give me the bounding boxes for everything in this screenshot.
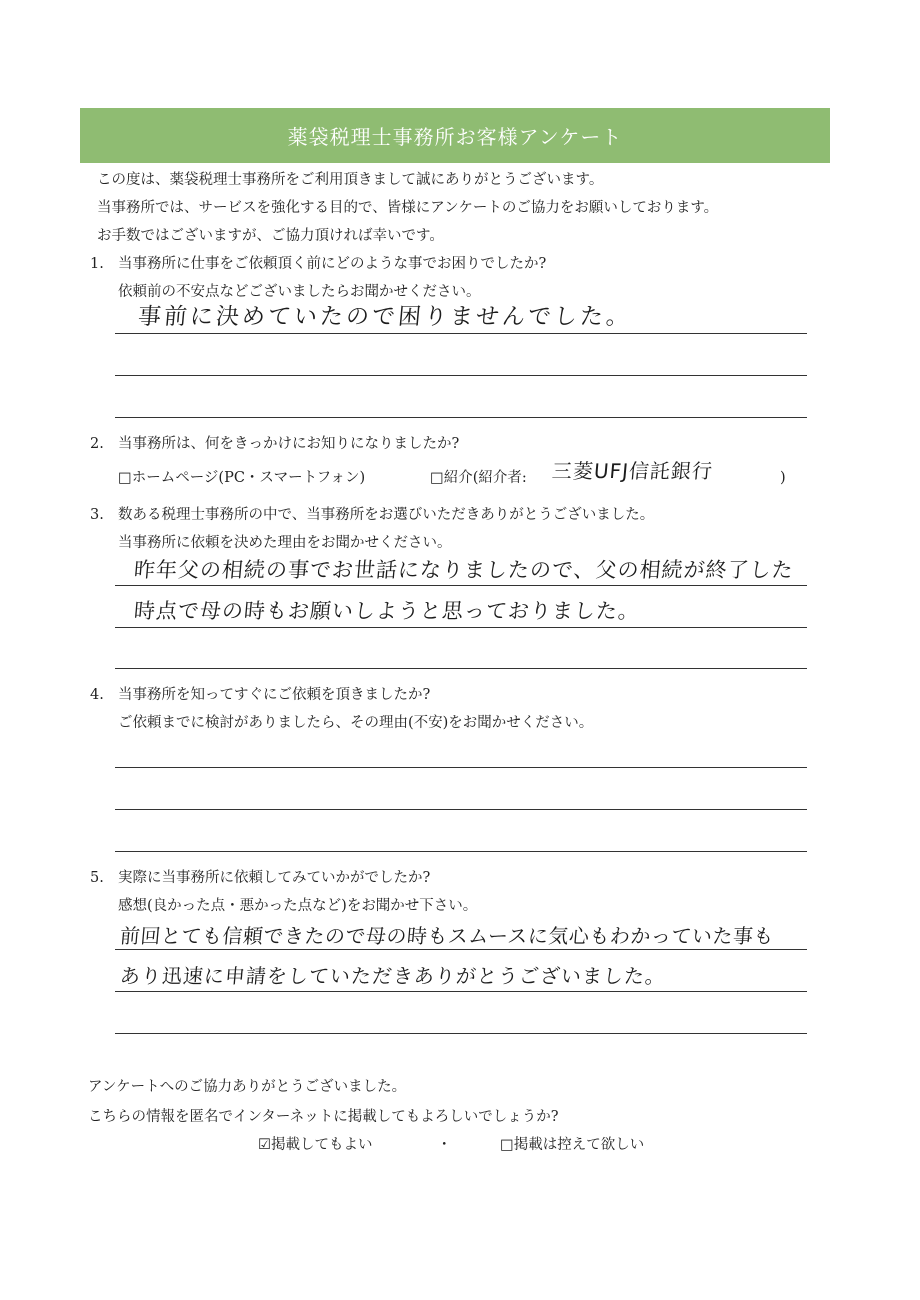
survey-title-banner [80,108,830,163]
q2-question: 当事務所は、何をきっかけにお知りになりましたか? [118,436,460,452]
intro-line-2: 当事務所では、サービスを強化する目的で、皆様にアンケートのご協力をお願いしております。 [97,200,719,216]
q5-answer-line-2: あり迅速に申請をしていただきありがとうございました。 [118,964,668,988]
q2-option-referral-checkbox[interactable]: □紹介(紹介者: [430,470,527,486]
answer-rule [115,949,807,950]
q3-answer-line-1: 昨年父の相続の事でお世話になりましたので、父の相続が終了した [132,558,795,582]
answer-rule [115,627,807,628]
closing-question: こちらの情報を匿名でインターネットに掲載してもよろしいでしょうか? [88,1109,559,1125]
closing-thanks: アンケートへのご協力ありがとうございました。 [88,1079,407,1095]
options-separator: ・ [437,1137,452,1153]
q5-answer-line-1: 前回とても信頼できたので母の時もスムースに気心もわかっていた事も [118,924,776,948]
survey-title: 薬袋税理士事務所お客様アンケート [287,125,623,149]
q1-number: 1. [90,256,104,272]
intro-line-3: お手数ではございますが、ご協力頂ければ幸いです。 [97,228,444,244]
q3-subtext: 当事務所に依頼を決めた理由をお聞かせください。 [118,535,452,551]
answer-rule [115,417,807,418]
q5-question: 実際に当事務所に依頼してみていかがでしたか? [118,870,431,886]
publish-ng-checkbox[interactable]: □掲載は控えて欲しい [500,1137,645,1153]
q2-option-homepage-checkbox[interactable]: □ホームページ(PC・スマートフォン) [118,470,366,486]
answer-rule [115,767,807,768]
q1-question: 当事務所に仕事をご依頼頂く前にどのような事でお困りでしたか? [118,256,547,272]
q2-close-paren: ) [780,470,786,486]
q1-answer-line-1: 事前に決めていたので困りませんでした。 [136,304,634,330]
publish-ok-checkbox[interactable]: ☑掲載してもよい [258,1137,373,1153]
intro-line-1: この度は、薬袋税理士事務所をご利用頂きまして誠にありがとうございます。 [97,172,604,188]
q2-number: 2. [90,436,104,452]
answer-rule [115,668,807,669]
answer-rule [115,851,807,852]
q4-number: 4. [90,687,104,703]
answer-rule [115,375,807,376]
answer-rule [115,1033,807,1034]
q3-number: 3. [90,507,104,523]
q5-number: 5. [90,870,104,886]
q3-question: 数ある税理士事務所の中で、当事務所をお選びいただきありがとうございました。 [118,507,655,523]
q4-subtext: ご依頼までに検討がありましたら、その理由(不安)をお聞かせください。 [118,715,594,731]
q3-answer-line-2: 時点で母の時もお願いしようと思っておりました。 [132,599,642,623]
answer-rule [115,585,807,586]
q2-referrer-name: 三菱UFJ信託銀行 [550,459,715,483]
answer-rule [115,809,807,810]
answer-rule [115,991,807,992]
q5-subtext: 感想(良かった点・悪かった点など)をお聞かせ下さい。 [118,898,478,914]
answer-rule [115,333,807,334]
q1-subtext: 依頼前の不安点などございましたらお聞かせください。 [118,284,481,300]
q4-question: 当事務所を知ってすぐにご依頼を頂きましたか? [118,687,431,703]
